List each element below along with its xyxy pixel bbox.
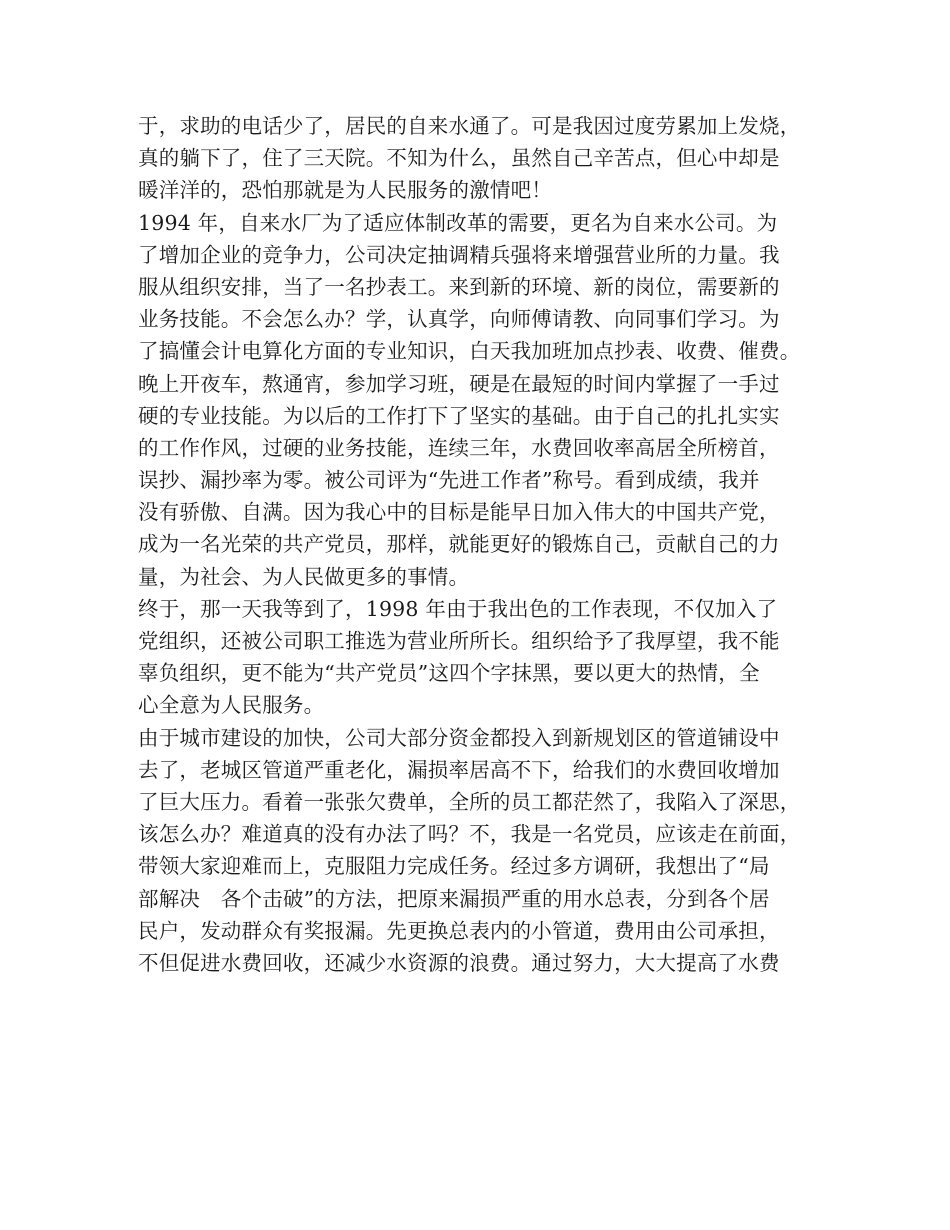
- text-line: 暖洋洋的，恐怕那就是为人民服务的激情吧！: [138, 178, 552, 203]
- text-line: 晚上开夜车，熬通宵，参加学习班，硬是在最短的时间内掌握了一手过: [138, 371, 780, 396]
- text-line: 硬的专业技能。为以后的工作打下了坚实的基础。由于自己的扎扎实实: [138, 403, 780, 428]
- text-line: 服从组织安排，当了一名抄表工。来到新的环境、新的岗位，需要新的: [138, 274, 780, 299]
- text-line: 不但促进水费回收，还减少水资源的浪费。通过努力，大大提高了水费: [138, 950, 780, 975]
- text-line: 终于，那一天我等到了，1998 年由于我出色的工作表现，不仅加入了: [138, 596, 778, 621]
- text-line: 辜负组织，更不能为“共产党员”这四个字抹黑，要以更大的热情，全: [138, 661, 760, 686]
- text-line: 了增加企业的竞争力，公司决定抽调精兵强将来增强营业所的力量。我: [138, 242, 780, 267]
- text-line: 真的躺下了，住了三天院。不知为什么，虽然自己辛苦点，但心中却是: [138, 146, 780, 171]
- text-line: 部解决 各个击破”的方法，把原来漏损严重的用水总表，分到各个居: [138, 886, 770, 911]
- text-line: 去了，老城区管道严重老化，漏损率居高不下，给我们的水费回收增加: [138, 757, 780, 782]
- text-line: 没有骄傲、自满。因为我心中的目标是能早日加入伟大的中国共产党，: [138, 500, 780, 525]
- text-line: 了搞懂会计电算化方面的专业知识，白天我加班加点抄表、收费、催费。: [138, 339, 801, 364]
- text-line: 心全意为人民服务。: [138, 693, 325, 718]
- document-body: [138, 110, 828, 979]
- text-line: 成为一名光荣的共产党员，那样，就能更好的锻炼自己，贡献自己的力: [138, 532, 780, 557]
- text-line: 由于城市建设的加快，公司大部分资金都投入到新规划区的管道铺设中: [138, 725, 780, 750]
- text-line: 于，求助的电话少了，居民的自来水通了。可是我因过度劳累加上发烧，: [138, 114, 801, 138]
- text-line: 误抄、漏抄率为零。被公司评为“先进工作者”称号。看到成绩，我并: [138, 468, 760, 493]
- text-line: 的工作作风，过硬的业务技能，连续三年，水费回收率高居全所榜首，: [138, 435, 780, 460]
- text-line: 党组织，还被公司职工推选为营业所所长。组织给予了我厚望，我不能: [138, 629, 780, 653]
- text-line: 了巨大压力。看着一张张欠费单，全所的员工都茫然了，我陷入了深思，: [138, 789, 801, 814]
- text-line: 带领大家迎难而上，克服阻力完成任务。经过多方调研，我想出了“局: [138, 854, 770, 879]
- text-line: 业务技能。不会怎么办？学，认真学，向师傅请教、向同事们学习。为: [138, 307, 780, 332]
- text-line: 量，为社会、为人民做更多的事情。: [138, 564, 470, 589]
- text-line: 该怎么办？难道真的没有办法了吗？不，我是一名党员，应该走在前面，: [138, 822, 801, 847]
- text-line: 民户，发动群众有奖报漏。先更换总表内的小管道，费用由公司承担，: [138, 918, 780, 943]
- text-line: 1994 年，自来水厂为了适应体制改革的需要，更名为自来水公司。为: [138, 210, 778, 235]
